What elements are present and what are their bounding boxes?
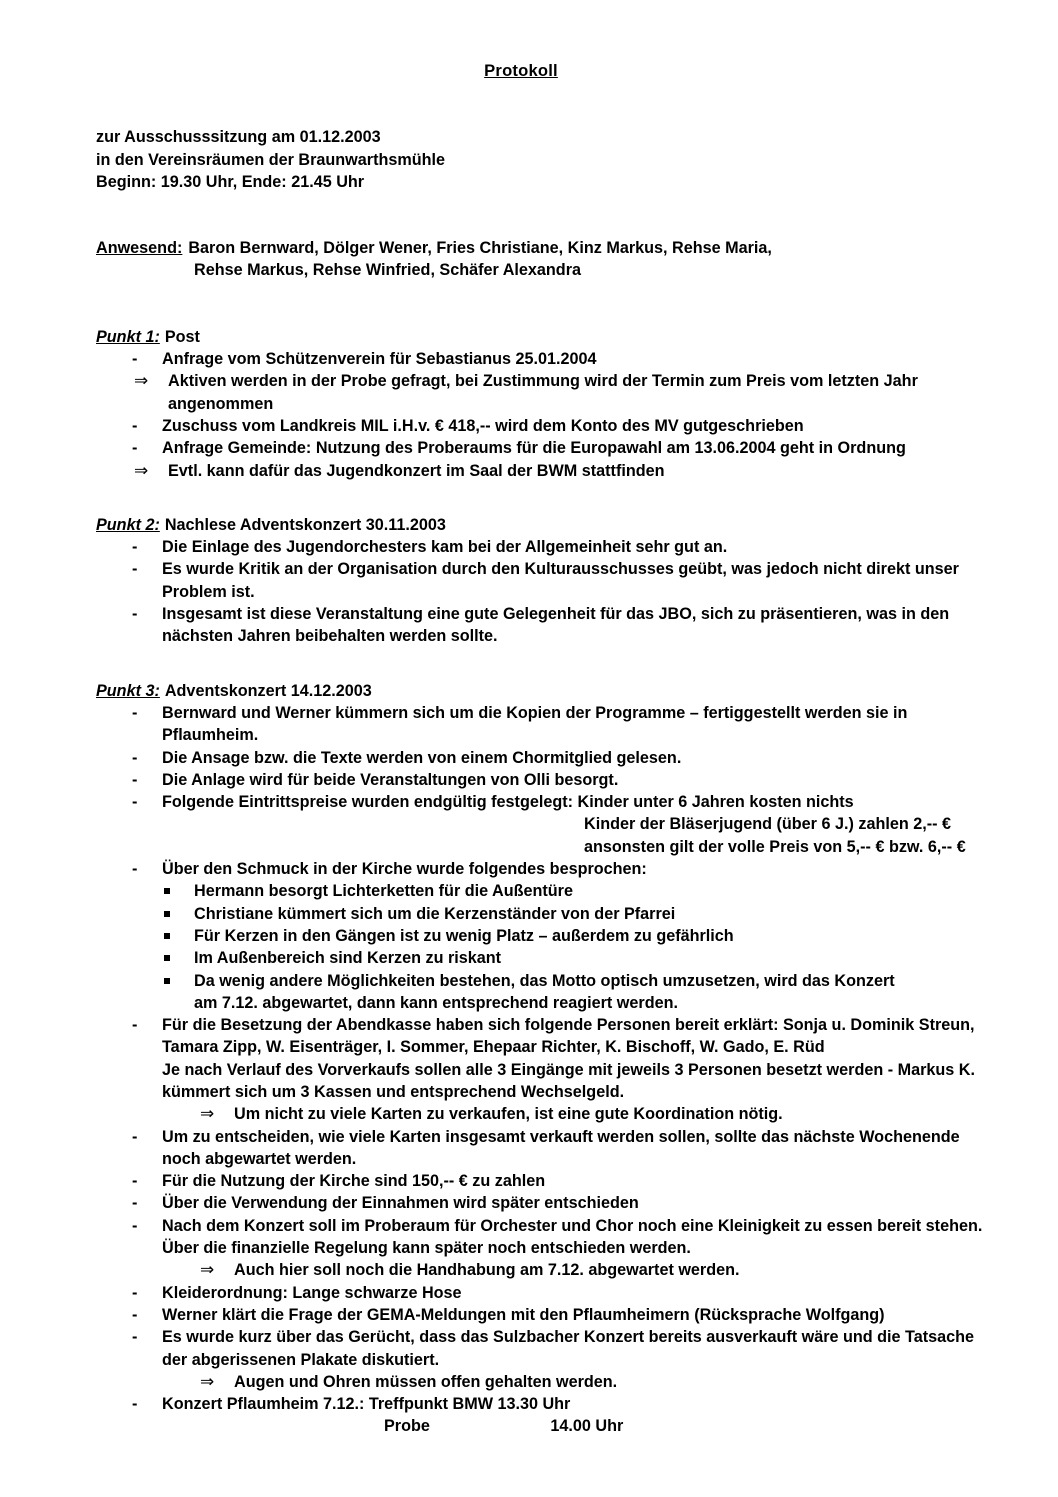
- price-line-regular: ansonsten gilt der volle Preis von 5,-- € bzw. 6,-- €: [584, 837, 966, 856]
- dash-bullet-icon: -: [132, 793, 138, 812]
- list-item-text-continued: Tamara Zipp, W. Eisenträger, I. Sommer, Ehepaar Richter, K. Bischoff, W. Gado, E. Rüd: [162, 1038, 825, 1057]
- list-item: [96, 769, 1016, 791]
- rehearsal-label: Probe: [384, 1417, 430, 1436]
- list-item-text: Die Einlage des Jugendorchesters kam bei der Allgemeinheit sehr gut an.: [162, 538, 728, 557]
- attendees-first-line: [96, 237, 1016, 259]
- list-item: [96, 1304, 1016, 1326]
- section-number-punkt-1: Punkt 1:: [96, 327, 160, 346]
- attendees-label: Anwesend:: [96, 239, 183, 258]
- dash-bullet-icon: -: [132, 1395, 138, 1414]
- spacer: [96, 82, 1016, 126]
- punkt-2-list: [96, 536, 1016, 647]
- dash-bullet-icon: -: [132, 350, 138, 369]
- page-title: Protokoll: [484, 61, 558, 80]
- meta-line-location: in den Vereinsräumen der Braunwarthsmühle: [96, 150, 446, 169]
- list-item: [96, 1014, 1016, 1103]
- spacer: [96, 482, 1016, 514]
- list-item: [96, 970, 1016, 1015]
- attendees-names-line-1: Baron Bernward, Dölger Wener, Fries Christiane, Kinz Markus, Rehse Maria,: [188, 239, 772, 258]
- ticket-price-block: [96, 813, 1016, 858]
- list-item: [96, 348, 1016, 370]
- list-item: [96, 1393, 1016, 1415]
- dash-bullet-icon: -: [132, 1127, 138, 1146]
- list-item-text-continued: kümmert sich um 3 Kassen und entsprechend Wechselgeld.: [162, 1082, 625, 1101]
- arrow-note-attention: [96, 1371, 1016, 1393]
- punkt-1-sublist-2: [96, 460, 1016, 482]
- list-item-text-continued: Über die finanzielle Regelung kann später noch entschieden werden.: [162, 1239, 691, 1258]
- list-item-text-continued: angenommen: [168, 394, 274, 413]
- list-item-text: Für Kerzen in den Gängen ist zu wenig Platz – außerdem zu gefährlich: [194, 926, 734, 945]
- rehearsal-time: 14.00 Uhr: [550, 1417, 624, 1436]
- list-item-text: Konzert Pflaumheim 7.12.: Treffpunkt BMW 13.30 Uhr: [162, 1395, 571, 1414]
- list-item-text: Aktiven werden in der Probe gefragt, bei Zustimmung wird der Termin zum Preis vom letzten Jahr: [168, 372, 918, 391]
- list-item-text: Die Anlage wird für beide Veranstaltungen von Olli besorgt.: [162, 770, 619, 789]
- list-item-text-continued: am 7.12. abgewartet, dann kann entsprechend reagiert werden.: [194, 993, 678, 1012]
- arrow-note-text: Um nicht zu viele Karten zu verkaufen, ist eine gute Koordination nötig.: [234, 1105, 783, 1124]
- list-item-text: Um zu entscheiden, wie viele Karten insgesamt verkauft werden sollen, sollte das nächste Wochenende: [162, 1127, 960, 1146]
- dash-bullet-icon: -: [132, 1283, 138, 1302]
- list-item-text: Über den Schmuck in der Kirche wurde folgendes besprochen:: [162, 860, 647, 879]
- list-item: [96, 558, 1016, 603]
- list-item-text: Anfrage Gemeinde: Nutzung des Proberaums für die Europawahl am 13.06.2004 geht in Ordnung: [162, 439, 906, 458]
- dash-bullet-icon: -: [132, 538, 138, 557]
- punkt-3-list-e: [96, 1282, 1016, 1371]
- list-item: [96, 1170, 1016, 1192]
- list-item-text: Anfrage vom Schützenverein für Sebastianus 25.01.2004: [162, 350, 597, 369]
- section-heading-punkt-2: [96, 514, 1016, 536]
- square-bullet-icon: [164, 888, 170, 894]
- section-number-punkt-3: Punkt 3:: [96, 681, 160, 700]
- punkt-3-list-b: [96, 858, 1016, 880]
- arrow-bullet-icon: ⇒: [200, 1260, 215, 1280]
- list-item-text: Nach dem Konzert soll im Proberaum für Orchester und Chor noch eine Kleinigkeit zu essen bereit stehen.: [162, 1216, 983, 1235]
- arrow-bullet-icon: ⇒: [134, 371, 149, 391]
- list-item-text: Über die Verwendung der Einnahmen wird später entschieden: [162, 1194, 639, 1213]
- list-item-text: Kleiderordnung: Lange schwarze Hose: [162, 1283, 462, 1302]
- section-number-punkt-2: Punkt 2:: [96, 515, 160, 534]
- section-title-punkt-1: Post: [164, 327, 200, 346]
- dash-bullet-icon: -: [132, 1194, 138, 1213]
- meeting-meta: [96, 126, 1016, 193]
- church-decoration-sublist: [96, 880, 1016, 1014]
- list-item-text: Für die Nutzung der Kirche sind 150,-- € zu zahlen: [162, 1172, 546, 1191]
- list-item: [96, 947, 1016, 969]
- section-heading-punkt-1: [96, 326, 1016, 348]
- dash-bullet-icon: -: [132, 703, 138, 722]
- list-item-text: Christiane kümmert sich um die Kerzenständer von der Pfarrei: [194, 904, 676, 923]
- list-item-text: Insgesamt ist diese Veranstaltung eine gute Gelegenheit für das JBO, sich zu präsentieren, was in den: [162, 605, 950, 624]
- section-title-punkt-3: Adventskonzert 14.12.2003: [164, 681, 372, 700]
- dash-bullet-icon: -: [132, 1216, 138, 1235]
- attendees-names-line-2: Rehse Markus, Rehse Winfried, Schäfer Alexandra: [194, 261, 581, 280]
- dash-bullet-icon: -: [132, 560, 138, 579]
- list-item: [96, 603, 1016, 648]
- list-item-text-continued: Je nach Verlauf des Vorverkaufs sollen alle 3 Eingänge mit jeweils 3 Personen besetzt werden - Markus K.: [162, 1060, 975, 1079]
- list-item-text: Es wurde Kritik an der Organisation durch den Kulturausschusses geübt, was jedoch nicht direkt unser: [162, 560, 959, 579]
- list-item-text-continued: noch abgewartet werden.: [162, 1149, 357, 1168]
- arrow-bullet-icon: ⇒: [200, 1104, 215, 1124]
- list-item: [96, 1126, 1016, 1171]
- list-item-text: Die Ansage bzw. die Texte werden von einem Chormitglied gelesen.: [162, 748, 682, 767]
- arrow-note-handling: [96, 1259, 1016, 1281]
- dash-bullet-icon: -: [132, 416, 138, 435]
- list-item-text: Im Außenbereich sind Kerzen zu riskant: [194, 949, 502, 968]
- list-item: [96, 460, 1016, 482]
- list-item-text: Für die Besetzung der Abendkasse haben sich folgende Personen bereit erklärt: Sonja u. Dominik Streun,: [162, 1016, 975, 1035]
- punkt-3-list-d: [96, 1126, 1016, 1260]
- list-item-text-continued: nächsten Jahren beibehalten werden sollte.: [162, 627, 498, 646]
- dash-bullet-icon: -: [132, 1172, 138, 1191]
- list-item: [96, 858, 1016, 880]
- list-item: [96, 1282, 1016, 1304]
- list-item: [96, 437, 1016, 459]
- list-item-text: Folgende Eintrittspreise wurden endgültig festgelegt: Kinder unter 6 Jahren kosten nichts: [162, 793, 854, 812]
- dash-bullet-icon: -: [132, 1305, 138, 1324]
- dash-bullet-icon: -: [132, 1016, 138, 1035]
- list-item: [96, 903, 1016, 925]
- arrow-note-text: Auch hier soll noch die Handhabung am 7.12. abgewartet werden.: [234, 1261, 740, 1280]
- list-item: [96, 370, 1016, 415]
- arrow-note-text: Augen und Ohren müssen offen gehalten werden.: [234, 1372, 618, 1391]
- dash-bullet-icon: -: [132, 860, 138, 879]
- list-item-text-continued: Pflaumheim.: [162, 726, 259, 745]
- rehearsal-schedule-row: [96, 1415, 1016, 1437]
- list-item: [96, 415, 1016, 437]
- list-item: [96, 536, 1016, 558]
- section-title-punkt-2: Nachlese Adventskonzert 30.11.2003: [164, 515, 446, 534]
- spacer: [96, 648, 1016, 680]
- list-item-text-continued: der abgerissenen Plakate diskutiert.: [162, 1350, 440, 1369]
- list-item: [96, 791, 1016, 813]
- title-row: [96, 60, 1016, 82]
- dash-bullet-icon: -: [132, 748, 138, 767]
- dash-bullet-icon: -: [132, 605, 138, 624]
- list-item: [96, 747, 1016, 769]
- square-bullet-icon: [164, 978, 170, 984]
- punkt-1-list: [96, 348, 1016, 370]
- square-bullet-icon: [164, 955, 170, 961]
- meta-line-date: zur Ausschusssitzung am 01.12.2003: [96, 128, 381, 147]
- attendees-block: [96, 237, 1016, 282]
- square-bullet-icon: [164, 933, 170, 939]
- arrow-bullet-icon: ⇒: [200, 1371, 215, 1391]
- punkt-1-sublist-1: [96, 370, 1016, 415]
- dash-bullet-icon: -: [132, 439, 138, 458]
- list-item-text-continued: Problem ist.: [162, 582, 255, 601]
- list-item: [96, 702, 1016, 747]
- document-content: [96, 60, 1016, 1438]
- list-item: [96, 1326, 1016, 1371]
- section-heading-punkt-3: [96, 680, 1016, 702]
- punkt-3-list-f: [96, 1393, 1016, 1415]
- spacer: [96, 282, 1016, 326]
- arrow-note-coordination: [96, 1103, 1016, 1125]
- list-item-text: Bernward und Werner kümmern sich um die Kopien der Programme – fertiggestellt werden sie in: [162, 703, 908, 722]
- dash-bullet-icon: -: [132, 1328, 138, 1347]
- meta-line-times: Beginn: 19.30 Uhr, Ende: 21.45 Uhr: [96, 172, 365, 191]
- arrow-bullet-icon: ⇒: [134, 460, 149, 480]
- spacer: [96, 193, 1016, 237]
- list-item-text: Evtl. kann dafür das Jugendkonzert im Saal der BWM stattfinden: [168, 461, 665, 480]
- square-bullet-icon: [164, 911, 170, 917]
- list-item: [96, 925, 1016, 947]
- list-item-text: Zuschuss vom Landkreis MIL i.H.v. € 418,-- wird dem Konto des MV gutgeschrieben: [162, 416, 804, 435]
- list-item: [96, 1215, 1016, 1260]
- list-item-text: Hermann besorgt Lichterketten für die Außentüre: [194, 882, 573, 901]
- list-item: [96, 880, 1016, 902]
- list-item-text: Werner klärt die Frage der GEMA-Meldungen mit den Pflaumheimern (Rücksprache Wolfgang): [162, 1305, 885, 1324]
- dash-bullet-icon: -: [132, 770, 138, 789]
- list-item-text: Da wenig andere Möglichkeiten bestehen, das Motto optisch umzusetzen, wird das Konzert: [194, 971, 895, 990]
- punkt-3-list-a: [96, 702, 1016, 813]
- punkt-3-list-c: [96, 1014, 1016, 1103]
- punkt-1-list-continued: [96, 415, 1016, 460]
- list-item: [96, 1192, 1016, 1214]
- list-item-text: Es wurde kurz über das Gerücht, dass das Sulzbacher Konzert bereits ausverkauft wäre und die Tatsache: [162, 1328, 975, 1347]
- price-line-youth: Kinder der Bläserjugend (über 6 J.) zahlen 2,-- €: [584, 815, 952, 834]
